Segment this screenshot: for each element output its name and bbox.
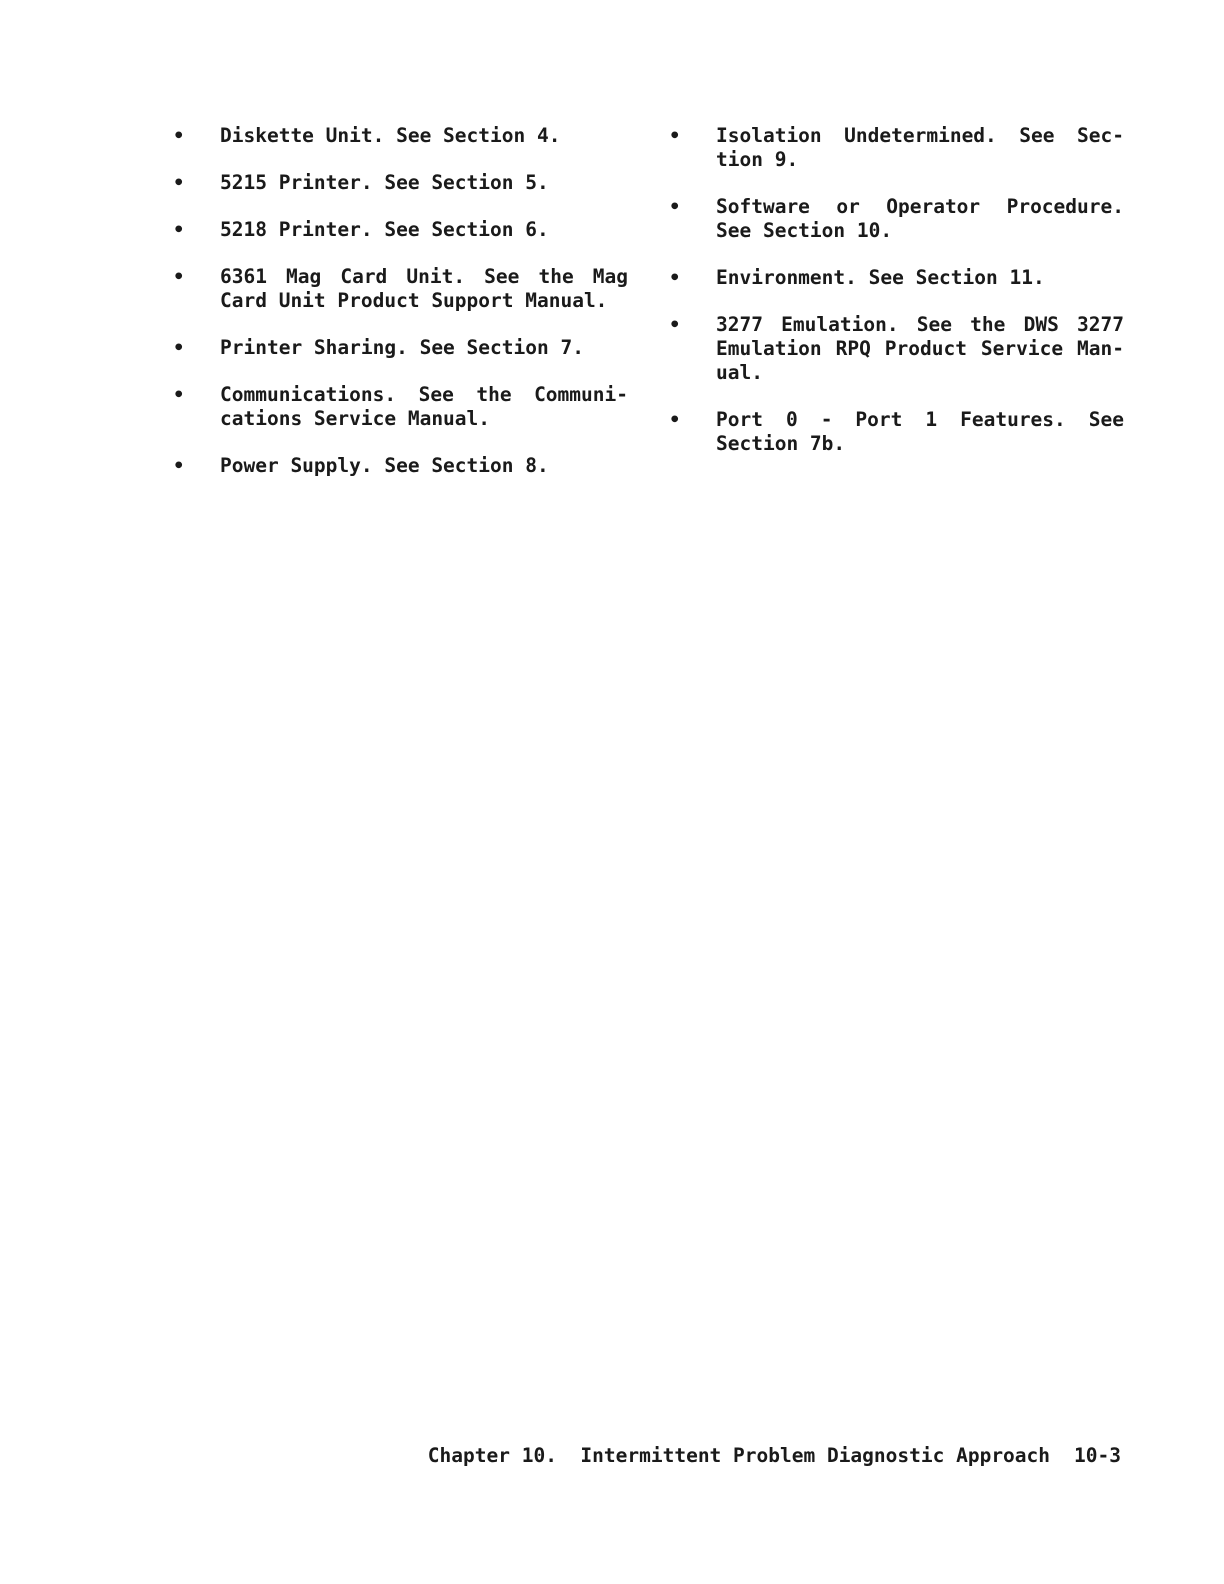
list-item	[173, 454, 628, 478]
list-item	[173, 218, 628, 242]
page-footer	[428, 1444, 1121, 1468]
list-item-text: 5215 Printer. See Section 5.	[220, 171, 549, 194]
bullet-icon: •	[669, 196, 681, 218]
list-item	[173, 265, 628, 313]
list-item-text: Port 0 - Port 1 Features. See Section 7b.	[716, 408, 1124, 455]
list-item	[669, 408, 1124, 456]
bullet-icon: •	[173, 455, 185, 477]
list-item	[173, 336, 628, 360]
list-item	[669, 266, 1124, 290]
bullet-icon: •	[173, 384, 185, 406]
list-item-text: Power Supply. See Section 8.	[220, 454, 549, 477]
list-item	[669, 313, 1124, 385]
list-item-text: Printer Sharing. See Section 7.	[220, 336, 584, 359]
bullet-icon: •	[669, 409, 681, 431]
bullet-icon: •	[669, 125, 681, 147]
bullet-icon: •	[173, 219, 185, 241]
right-column-list	[669, 124, 1124, 479]
bullet-icon: •	[669, 314, 681, 336]
page-number: 10-3	[1074, 1444, 1121, 1467]
bullet-icon: •	[173, 172, 185, 194]
left-column-list	[173, 124, 628, 501]
list-item	[173, 383, 628, 431]
list-item-text: Diskette Unit. See Section 4.	[220, 124, 561, 147]
bullet-icon: •	[173, 125, 185, 147]
list-item-text: Isolation Undetermined. See Sec-tion 9.	[716, 124, 1124, 171]
list-item-text: Communications. See the Communi-cations Service Manual.	[220, 383, 628, 430]
bullet-icon: •	[173, 266, 185, 288]
chapter-title: Chapter 10. Intermittent Problem Diagnostic Approach	[427, 1444, 1051, 1467]
list-item	[669, 195, 1124, 243]
list-item	[669, 124, 1124, 172]
list-item	[173, 124, 628, 148]
list-item-text: 6361 Mag Card Unit. See the Mag Card Unit Product Support Manual.	[220, 265, 628, 312]
bullet-icon: •	[173, 337, 185, 359]
list-item-text: 5218 Printer. See Section 6.	[220, 218, 549, 241]
list-item-text: Environment. See Section 11.	[716, 266, 1045, 289]
list-item-text: Software or Operator Procedure. See Section 10.	[716, 195, 1124, 242]
list-item-text: 3277 Emulation. See the DWS 3277 Emulation RPQ Product Service Man-ual.	[716, 313, 1124, 384]
bullet-icon: •	[669, 267, 681, 289]
list-item	[173, 171, 628, 195]
